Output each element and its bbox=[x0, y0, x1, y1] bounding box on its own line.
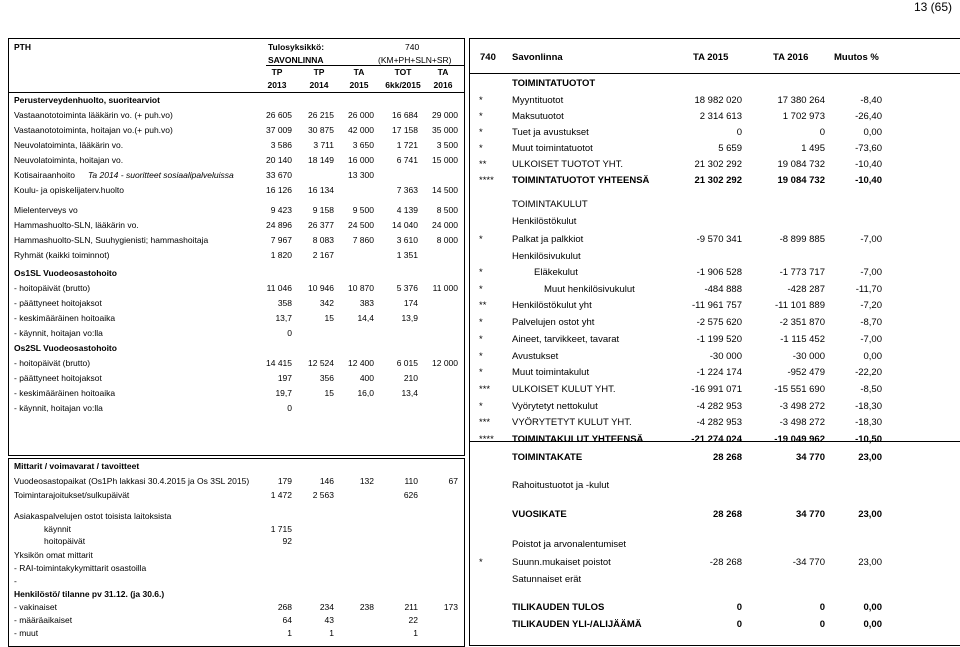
row-marker: * bbox=[479, 267, 483, 278]
row-value: -73,60 bbox=[855, 143, 882, 154]
row-value: 2 167 bbox=[312, 250, 334, 260]
row-value: 28 268 bbox=[712, 509, 742, 520]
row-value: 110 bbox=[404, 476, 418, 486]
row-label: TOIMINTAKULUT YHTEENSÄ bbox=[512, 434, 644, 445]
left-table-top-border bbox=[8, 38, 465, 39]
row-value: 13,7 bbox=[275, 313, 292, 323]
row-value: -11,70 bbox=[855, 284, 882, 295]
row-value: 10 870 bbox=[348, 283, 374, 293]
unit-name: SAVONLINNA bbox=[268, 55, 324, 65]
column-header: TOT bbox=[394, 67, 412, 77]
row-value: -1 906 528 bbox=[696, 267, 742, 278]
row-label: TOIMINTAKATE bbox=[512, 452, 583, 463]
row-value: 16 134 bbox=[308, 185, 334, 195]
row-value: 0 bbox=[819, 602, 825, 613]
row-value: 383 bbox=[359, 298, 374, 308]
row-value: -11 961 757 bbox=[691, 300, 742, 311]
unit-scope: (KM+PH+SLN+SR) bbox=[378, 55, 452, 65]
left-table-bottom-border bbox=[8, 455, 465, 456]
row-value: 26 377 bbox=[308, 220, 334, 230]
row-label: Yksikön omat mittarit bbox=[14, 550, 93, 560]
row-value: 0 bbox=[736, 602, 742, 613]
row-value: 23,00 bbox=[858, 509, 882, 520]
row-marker: * bbox=[479, 95, 483, 106]
row-marker: * bbox=[479, 111, 483, 122]
row-marker: * bbox=[479, 234, 483, 245]
row-value: 11 000 bbox=[432, 283, 458, 293]
right-table-top-border bbox=[469, 38, 960, 39]
row-value: 0 bbox=[736, 619, 742, 630]
row-value: 5 659 bbox=[718, 143, 742, 154]
row-value: -4 282 953 bbox=[696, 417, 742, 428]
row-value: 16 684 bbox=[392, 110, 418, 120]
row-value: 64 bbox=[282, 615, 292, 625]
row-value: 8 500 bbox=[436, 205, 458, 215]
row-label: - hoitopäivät (brutto) bbox=[14, 283, 91, 293]
row-value: -15 551 690 bbox=[774, 384, 825, 395]
row-value: -952 479 bbox=[787, 367, 825, 378]
row-value: 12 000 bbox=[432, 358, 458, 368]
row-value: 14 040 bbox=[392, 220, 418, 230]
row-value: 1 715 bbox=[270, 524, 292, 534]
row-label: Myyntituotot bbox=[512, 95, 564, 106]
row-value: 210 bbox=[403, 373, 418, 383]
row-marker: ** bbox=[479, 159, 487, 170]
row-value: -22,20 bbox=[855, 367, 882, 378]
row-value: 23,00 bbox=[858, 557, 882, 568]
row-label: käynnit bbox=[44, 524, 71, 534]
row-value: 37 009 bbox=[266, 125, 292, 135]
row-label: Asiakaspalvelujen ostot toisista laitoksista bbox=[14, 511, 172, 521]
page-number: 13 (65) bbox=[913, 0, 952, 14]
row-value: 35 000 bbox=[432, 125, 458, 135]
row-label: Hammashuolto-SLN, lääkärin vo. bbox=[14, 220, 139, 230]
row-value: 1 351 bbox=[396, 250, 418, 260]
row-marker: * bbox=[479, 557, 483, 568]
row-value: 23,00 bbox=[858, 452, 882, 463]
row-value: 67 bbox=[448, 476, 458, 486]
row-label: Rahoitustuotot ja -kulut bbox=[512, 480, 610, 491]
row-value: 342 bbox=[319, 298, 334, 308]
row-value: 626 bbox=[403, 490, 418, 500]
row-label: Neuvolatoiminta, lääkärin vo. bbox=[14, 140, 124, 150]
row-value: 42 000 bbox=[348, 125, 374, 135]
row-label: ULKOISET KULUT YHT. bbox=[512, 384, 616, 395]
row-value: 26 000 bbox=[348, 110, 374, 120]
row-label: TOIMINTATUOTOT YHTEENSÄ bbox=[512, 175, 650, 186]
row-label: Tuet ja avustukset bbox=[512, 127, 589, 138]
row-label: Maksutuotot bbox=[512, 111, 564, 122]
row-value: 33 670 bbox=[266, 170, 292, 180]
row-value: 0 bbox=[819, 619, 825, 630]
pth-label: PTH bbox=[14, 42, 31, 52]
row-label: - bbox=[14, 576, 17, 586]
column-year: 2015 bbox=[349, 80, 369, 90]
row-value: 92 bbox=[282, 536, 292, 546]
row-label: TOIMINTAKULUT bbox=[512, 199, 588, 210]
row-value: -7,20 bbox=[860, 300, 882, 311]
left-bottom-table-top-border bbox=[8, 458, 465, 459]
row-marker: **** bbox=[479, 434, 494, 445]
row-marker: * bbox=[479, 334, 483, 345]
row-label: Koulu- ja opiskelijaterv.huolto bbox=[14, 185, 124, 195]
row-value: 16 126 bbox=[266, 185, 292, 195]
row-value: -1 115 452 bbox=[780, 334, 825, 345]
row-value: 12 400 bbox=[348, 358, 374, 368]
unit-code: 740 bbox=[405, 42, 420, 52]
row-label: Satunnaiset erät bbox=[512, 574, 582, 585]
row-value: -16 991 071 bbox=[691, 384, 742, 395]
row-value: 26 215 bbox=[308, 110, 334, 120]
unit-label: Tulosyksikkö: bbox=[268, 42, 325, 52]
row-value: -1 224 174 bbox=[696, 367, 742, 378]
row-label: Palvelujen ostot yht bbox=[512, 317, 595, 328]
row-label: - keskimääräinen hoitoaika bbox=[14, 388, 116, 398]
row-value: 197 bbox=[277, 373, 292, 383]
row-value: 0 bbox=[736, 127, 742, 138]
row-value: 0 bbox=[287, 403, 292, 413]
row-label: Mittarit / voimavarat / tavoitteet bbox=[14, 461, 140, 471]
row-value: -10,40 bbox=[855, 159, 882, 170]
row-value: 14 500 bbox=[432, 185, 458, 195]
row-marker: * bbox=[479, 284, 483, 295]
row-value: 18 982 020 bbox=[694, 95, 742, 106]
column-year: 2016 bbox=[433, 80, 453, 90]
row-label: - hoitopäivät (brutto) bbox=[14, 358, 91, 368]
row-value: -28 268 bbox=[709, 557, 742, 568]
row-value: -7,00 bbox=[860, 334, 882, 345]
column-year: 6kk/2015 bbox=[385, 80, 421, 90]
row-value: 16 000 bbox=[348, 155, 374, 165]
row-label: Ryhmät (kaikki toiminnot) bbox=[14, 250, 110, 260]
row-value: 14 415 bbox=[266, 358, 292, 368]
row-label: - määräaikaiset bbox=[14, 615, 73, 625]
left-header-rule bbox=[8, 92, 465, 93]
row-label: Kotisairaanhoito bbox=[14, 170, 75, 180]
row-marker: ** bbox=[479, 300, 487, 311]
row-value: 20 140 bbox=[266, 155, 292, 165]
row-marker: *** bbox=[479, 417, 491, 428]
row-label: - muut bbox=[14, 628, 39, 638]
row-value: 358 bbox=[277, 298, 292, 308]
row-value: -30 000 bbox=[709, 351, 742, 362]
row-value: -7,00 bbox=[860, 267, 882, 278]
row-value: 9 158 bbox=[312, 205, 334, 215]
col-header-ta2016: TA 2016 bbox=[773, 52, 809, 63]
row-value: 21 302 292 bbox=[694, 159, 742, 170]
row-value: 356 bbox=[319, 373, 334, 383]
row-value: -4 282 953 bbox=[696, 401, 742, 412]
row-value: 1 721 bbox=[396, 140, 418, 150]
row-value: 3 610 bbox=[396, 235, 418, 245]
row-marker: * bbox=[479, 351, 483, 362]
row-value: 211 bbox=[404, 602, 418, 612]
row-label: Muut henkilösivukulut bbox=[544, 284, 635, 295]
row-label: VYÖRYTETYT KULUT YHT. bbox=[512, 417, 632, 428]
row-value: 4 139 bbox=[396, 205, 418, 215]
row-marker: * bbox=[479, 127, 483, 138]
col-header-muutos: Muutos % bbox=[834, 52, 879, 63]
row-label: Henkilöstökulut yht bbox=[512, 300, 592, 311]
right-table-left-border bbox=[469, 38, 470, 645]
row-label: Hammashuolto-SLN, Suuhygienisti; hammashoitaja bbox=[14, 235, 209, 245]
row-value: 6 741 bbox=[396, 155, 418, 165]
row-value: -1 199 520 bbox=[696, 334, 742, 345]
row-label: Avustukset bbox=[512, 351, 559, 362]
row-value: 24 500 bbox=[348, 220, 374, 230]
unit-underline bbox=[266, 65, 464, 66]
row-label: Vuodeosastopaikat (Os1Ph lakkasi 30.4.2015 ja Os 3SL 2015) bbox=[14, 476, 250, 486]
row-label: - päättyneet hoitojaksot bbox=[14, 298, 102, 308]
row-value: 1 bbox=[287, 628, 292, 638]
row-value: 21 302 292 bbox=[694, 175, 742, 186]
row-value: 6 015 bbox=[396, 358, 418, 368]
row-value: 1 820 bbox=[270, 250, 292, 260]
row-value: 24 000 bbox=[432, 220, 458, 230]
row-value: 34 770 bbox=[795, 509, 825, 520]
row-value: 24 896 bbox=[266, 220, 292, 230]
row-value: 12 524 bbox=[308, 358, 334, 368]
row-label: TILIKAUDEN YLI-/ALIJÄÄMÄ bbox=[512, 619, 642, 630]
row-value: 2 563 bbox=[312, 490, 334, 500]
row-value: 43 bbox=[324, 615, 334, 625]
row-value: -2 575 620 bbox=[696, 317, 742, 328]
row-label: Henkilöstö/ tilanne pv 31.12. (ja 30.6.) bbox=[14, 589, 165, 599]
row-value: 0 bbox=[819, 127, 825, 138]
row-label: Henkilösivukulut bbox=[512, 251, 581, 262]
right-table-header-rule bbox=[469, 73, 960, 74]
row-label: Muut toimintakulut bbox=[512, 367, 590, 378]
row-label: VUOSIKATE bbox=[512, 509, 567, 520]
row-value: 3 650 bbox=[352, 140, 374, 150]
row-marker: * bbox=[479, 401, 483, 412]
row-value: 8 000 bbox=[436, 235, 458, 245]
row-value: 173 bbox=[443, 602, 458, 612]
row-value: 3 711 bbox=[313, 140, 334, 150]
row-value: 0,00 bbox=[863, 127, 882, 138]
row-value: -26,40 bbox=[855, 111, 882, 122]
col-header-ta2015: TA 2015 bbox=[693, 52, 729, 63]
row-label: Mielenterveys vo bbox=[14, 205, 78, 215]
row-label: Henkilöstökulut bbox=[512, 216, 577, 227]
row-value: 13 300 bbox=[348, 170, 374, 180]
row-value: -9 570 341 bbox=[696, 234, 742, 245]
row-value: -10,40 bbox=[855, 175, 882, 186]
row-value: 2 314 613 bbox=[699, 111, 742, 122]
row-value: 19 084 732 bbox=[777, 159, 825, 170]
row-label: Vyörytetyt nettokulut bbox=[512, 401, 598, 412]
column-header: TP bbox=[313, 67, 325, 77]
row-label-note: Ta 2014 - suoritteet sosiaalipalveluissa bbox=[88, 170, 234, 180]
row-value: 3 586 bbox=[270, 140, 292, 150]
row-label: Perusterveydenhuolto, suoritearviot bbox=[14, 95, 160, 105]
row-value: 19 084 732 bbox=[777, 175, 825, 186]
row-value: 400 bbox=[359, 373, 374, 383]
row-value: 26 605 bbox=[266, 110, 292, 120]
row-label: Muut toimintatuotot bbox=[512, 143, 593, 154]
row-label: TOIMINTATUOTOT bbox=[512, 78, 596, 89]
row-value: 146 bbox=[319, 476, 334, 486]
row-label: hoitopäivät bbox=[44, 536, 86, 546]
row-value: 19,7 bbox=[275, 388, 292, 398]
row-label: Vastaanototoiminta lääkärin vo. (+ puh.vo) bbox=[14, 110, 173, 120]
row-value: 7 967 bbox=[270, 235, 292, 245]
row-value: -18,30 bbox=[855, 417, 882, 428]
row-value: 13,4 bbox=[401, 388, 418, 398]
row-value: 1 702 973 bbox=[782, 111, 825, 122]
row-label: Toimintarajoitukset/sulkupäivät bbox=[14, 490, 130, 500]
row-value: 14,4 bbox=[357, 313, 374, 323]
row-label: Suunn.mukaiset poistot bbox=[512, 557, 611, 568]
left-table-left-border bbox=[8, 38, 9, 455]
row-value: -3 498 272 bbox=[779, 401, 825, 412]
row-label: Os1SL Vuodeosastohoito bbox=[14, 268, 117, 278]
row-value: -18,30 bbox=[855, 401, 882, 412]
row-value: 30 875 bbox=[308, 125, 334, 135]
row-label: - käynnit, hoitajan vo:lla bbox=[14, 403, 103, 413]
row-value: 3 500 bbox=[436, 140, 458, 150]
row-label: TILIKAUDEN TULOS bbox=[512, 602, 605, 613]
row-value: -1 773 717 bbox=[779, 267, 825, 278]
row-label: - päättyneet hoitojaksot bbox=[14, 373, 102, 383]
row-value: 179 bbox=[277, 476, 292, 486]
row-label: Neuvolatoiminta, hoitajan vo. bbox=[14, 155, 124, 165]
row-value: 15 bbox=[324, 388, 334, 398]
row-value: 7 363 bbox=[396, 185, 418, 195]
row-value: -2 351 870 bbox=[779, 317, 825, 328]
right-unit-code: 740 bbox=[480, 52, 496, 63]
row-value: 1 495 bbox=[801, 143, 825, 154]
row-label: - RAI-toimintakykymittarit osastoilla bbox=[14, 563, 147, 573]
row-value: 1 bbox=[329, 628, 334, 638]
row-value: -428 287 bbox=[787, 284, 825, 295]
row-value: 17 380 264 bbox=[777, 95, 825, 106]
column-year: 2014 bbox=[309, 80, 329, 90]
row-value: 34 770 bbox=[795, 452, 825, 463]
row-value: -11 101 889 bbox=[774, 300, 825, 311]
row-value: 0,00 bbox=[863, 602, 882, 613]
row-value: 22 bbox=[408, 615, 418, 625]
row-label: Palkat ja palkkiot bbox=[512, 234, 584, 245]
row-value: -8,40 bbox=[860, 95, 882, 106]
row-value: -484 888 bbox=[704, 284, 742, 295]
row-value: -19 049 962 bbox=[774, 434, 825, 445]
row-label: - keskimääräinen hoitoaika bbox=[14, 313, 116, 323]
row-value: 9 500 bbox=[352, 205, 374, 215]
left-table-right-border bbox=[464, 38, 465, 455]
left-bottom-table-right-border bbox=[464, 458, 465, 646]
row-value: -10,50 bbox=[855, 434, 882, 445]
row-value: 28 268 bbox=[712, 452, 742, 463]
row-label: - vakinaiset bbox=[14, 602, 57, 612]
row-label: - käynnit, hoitajan vo:lla bbox=[14, 328, 103, 338]
row-value: 238 bbox=[359, 602, 374, 612]
row-value: -8,70 bbox=[860, 317, 882, 328]
row-marker: * bbox=[479, 317, 483, 328]
row-value: 5 376 bbox=[396, 283, 418, 293]
left-bottom-table-left-border bbox=[8, 458, 9, 646]
column-header: TA bbox=[353, 67, 365, 77]
row-value: 132 bbox=[359, 476, 374, 486]
row-marker: * bbox=[479, 367, 483, 378]
row-value: 11 046 bbox=[266, 283, 292, 293]
row-value: 9 423 bbox=[270, 205, 292, 215]
row-marker: *** bbox=[479, 384, 491, 395]
row-label: Vastaanototoiminta, hoitajan vo.(+ puh.vo) bbox=[14, 125, 173, 135]
row-value: -30 000 bbox=[792, 351, 825, 362]
row-value: -34 770 bbox=[792, 557, 825, 568]
column-header: TA bbox=[437, 67, 449, 77]
row-marker: * bbox=[479, 143, 483, 154]
row-value: -8,50 bbox=[860, 384, 882, 395]
row-label: Eläkekulut bbox=[534, 267, 578, 278]
row-label: Aineet, tarvikkeet, tavarat bbox=[512, 334, 620, 345]
row-value: -7,00 bbox=[860, 234, 882, 245]
row-value: -3 498 272 bbox=[779, 417, 825, 428]
row-value: 1 472 bbox=[270, 490, 292, 500]
row-value: 10 946 bbox=[308, 283, 334, 293]
row-value: 0 bbox=[287, 328, 292, 338]
row-value: 0,00 bbox=[863, 351, 882, 362]
right-unit-name: Savonlinna bbox=[512, 52, 563, 63]
row-value: 16,0 bbox=[357, 388, 374, 398]
row-value: -21 274 024 bbox=[691, 434, 742, 445]
row-label: ULKOISET TUOTOT YHT. bbox=[512, 159, 624, 170]
row-value: 29 000 bbox=[432, 110, 458, 120]
row-value: 7 860 bbox=[352, 235, 374, 245]
row-value: 1 bbox=[413, 628, 418, 638]
row-value: 18 149 bbox=[308, 155, 334, 165]
row-value: 174 bbox=[403, 298, 418, 308]
column-header: TP bbox=[271, 67, 283, 77]
row-value: 234 bbox=[319, 602, 334, 612]
row-value: 15 bbox=[324, 313, 334, 323]
row-value: 268 bbox=[277, 602, 292, 612]
row-value: 15 000 bbox=[432, 155, 458, 165]
row-value: -8 899 885 bbox=[779, 234, 825, 245]
row-value: 0,00 bbox=[863, 619, 882, 630]
row-value: 8 083 bbox=[312, 235, 334, 245]
row-marker: **** bbox=[479, 175, 494, 186]
row-value: 17 158 bbox=[392, 125, 418, 135]
column-year: 2013 bbox=[267, 80, 287, 90]
row-label: Poistot ja arvonalentumiset bbox=[512, 539, 627, 550]
row-label: Os2SL Vuodeosastohoito bbox=[14, 343, 117, 353]
row-value: 13,9 bbox=[401, 313, 418, 323]
